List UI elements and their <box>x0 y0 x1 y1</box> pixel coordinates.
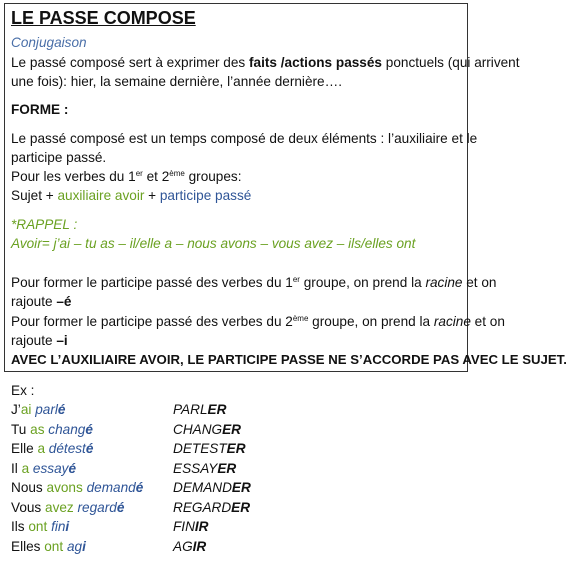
forme-line-1: Le passé composé est un temps composé de deux éléments : l’auxiliaire et le <box>11 131 478 146</box>
infinitive-ending: ER <box>217 460 237 476</box>
example-subject: Tu <box>11 421 31 437</box>
infinitive-ending: ER <box>226 441 246 456</box>
intro-line-2: une fois): hier, la semaine dernière, l’année dernière…. <box>11 74 342 89</box>
example-auxiliary: a <box>21 460 30 476</box>
rule-1-line-1: Pour former le participe passé des verbes du 1er groupe, on prend la racine et on <box>11 275 497 290</box>
example-auxiliary: ai <box>20 402 32 417</box>
example-conjugated <box>11 461 76 477</box>
example-infinitive <box>173 441 246 457</box>
example-participle-ending: é <box>85 441 94 456</box>
infinitive-root: CHANG <box>173 421 223 437</box>
infinitive-ending: ER <box>222 421 241 437</box>
infinitive-root: FIN <box>173 519 195 534</box>
agreement-warning: AVEC L’AUXILIAIRE AVOIR, LE PARTICIPE PASSE NE S’ACCORDE PAS AVEC LE SUJET. <box>11 352 567 367</box>
infinitive-root: ESSAY <box>173 460 218 476</box>
infinitive-root: AG <box>173 538 193 554</box>
example-participle-root: demand <box>86 480 136 495</box>
example-auxiliary: a <box>37 441 46 456</box>
infinitive-ending: ER <box>231 480 251 495</box>
examples-label: Ex : <box>11 383 35 398</box>
forme-line-3: Pour les verbes du 1er et 2ème groupes: <box>11 169 242 184</box>
example-participle-root: essay <box>32 460 69 476</box>
example-infinitive <box>173 461 236 477</box>
example-participle-ending: i <box>82 538 86 554</box>
example-subject: Ils <box>11 519 29 534</box>
example-participle-root: regard <box>77 499 117 515</box>
example-participle-ending: é <box>68 460 76 476</box>
rappel-text: Avoir= j’ai – tu as – il/elle a – nous avons – vous avez – ils/elles ont <box>11 236 416 251</box>
example-infinitive <box>173 402 226 418</box>
infinitive-root: DEMAND <box>173 480 232 495</box>
forme-line-2: participe passé. <box>11 150 107 165</box>
example-participle-root: fin <box>51 519 66 534</box>
example-participle-root: chang <box>48 421 86 437</box>
infinitive-root: PARL <box>173 402 208 417</box>
example-conjugated <box>11 441 93 457</box>
example-subject: J’ <box>11 402 21 417</box>
rule-1-line-2: rajoute –é <box>11 294 72 309</box>
example-auxiliary: avons <box>46 480 83 495</box>
infinitive-root: DETEST <box>173 441 227 456</box>
infinitive-ending: IR <box>194 519 209 534</box>
rappel-heading: *RAPPEL : <box>11 217 78 232</box>
example-conjugated <box>11 500 124 516</box>
example-auxiliary: ont <box>44 538 64 554</box>
example-auxiliary: ont <box>28 519 48 534</box>
infinitive-ending: ER <box>231 499 251 515</box>
page-title: LE PASSE COMPOSE <box>11 8 196 28</box>
example-infinitive <box>173 519 209 535</box>
example-participle-root: détest <box>48 441 86 456</box>
formula-line: Sujet + auxiliaire avoir + participe passé <box>11 188 252 203</box>
example-conjugated <box>11 539 86 555</box>
example-infinitive <box>173 539 206 555</box>
example-participle-ending: é <box>116 499 125 515</box>
intro-line-1: Le passé composé sert à exprimer des faits /actions passés ponctuels (qui arrivent <box>11 55 520 70</box>
subtitle: Conjugaison <box>11 35 87 50</box>
example-participle-ending: é <box>57 402 66 417</box>
rule-2-line-1: Pour former le participe passé des verbes du 2ème groupe, on prend la racine et on <box>11 314 505 329</box>
example-conjugated <box>11 480 143 496</box>
example-subject: Elle <box>11 441 38 456</box>
example-conjugated <box>11 402 65 418</box>
example-participle-ending: i <box>65 519 70 534</box>
example-infinitive <box>173 500 250 516</box>
infinitive-ending: ER <box>207 402 227 417</box>
example-subject: Vous <box>11 499 46 515</box>
example-participle-ending: é <box>135 480 144 495</box>
auxiliaire-term: auxiliaire avoir <box>57 188 145 203</box>
example-infinitive <box>173 480 251 496</box>
rule-2-line-2: rajoute –i <box>11 333 68 348</box>
participe-term: participe passé <box>159 188 252 203</box>
example-conjugated <box>11 519 69 535</box>
example-participle-root: parl <box>35 402 58 417</box>
forme-heading: FORME : <box>11 102 69 117</box>
example-subject: Il <box>11 460 22 476</box>
example-conjugated <box>11 422 93 438</box>
example-subject: Elles <box>11 538 45 554</box>
example-infinitive <box>173 422 241 438</box>
example-participle-ending: é <box>85 421 93 437</box>
example-auxiliary: as <box>30 421 45 437</box>
infinitive-root: REGARD <box>173 499 232 515</box>
example-subject: Nous <box>11 480 47 495</box>
example-participle-root: ag <box>66 538 83 554</box>
infinitive-ending: IR <box>192 538 207 554</box>
example-auxiliary: avez <box>45 499 74 515</box>
